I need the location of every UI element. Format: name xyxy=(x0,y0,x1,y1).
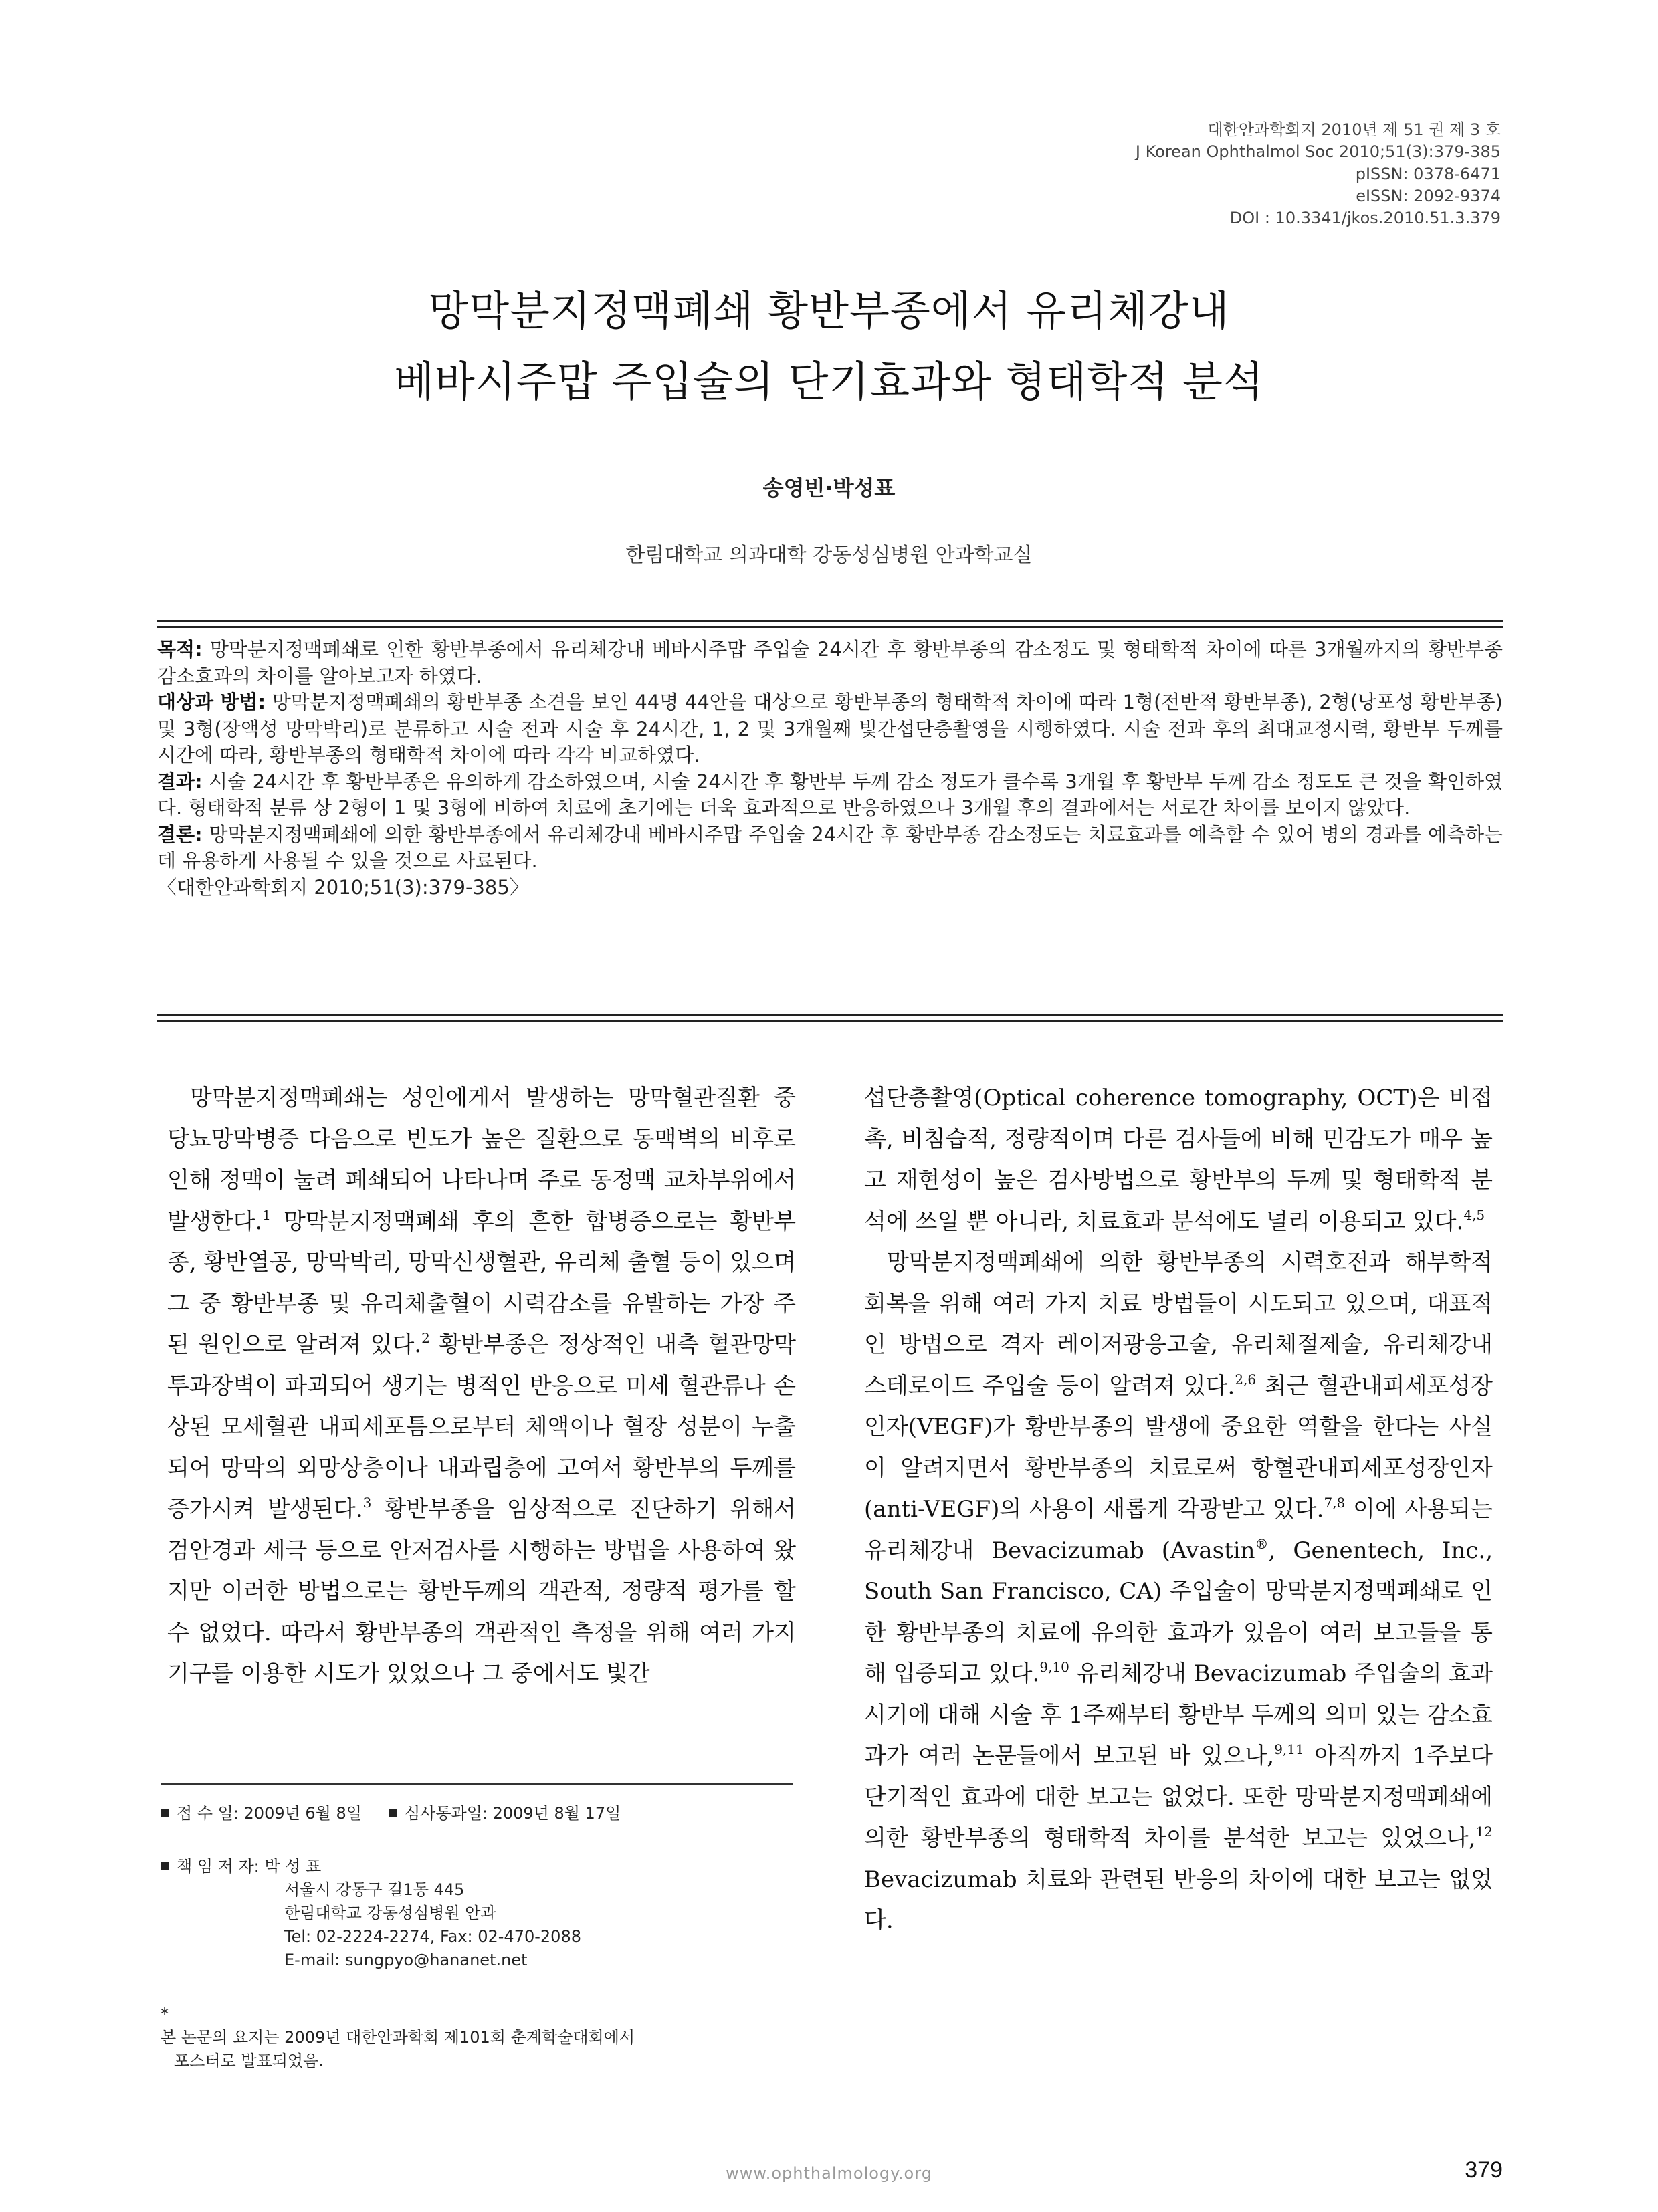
purpose-text: 망막분지정맥폐쇄로 인한 황반부종에서 유리체강내 베바시주맙 주입술 24시간 후 황반부종의 감소정도 및 형태학적 차이에 따른 3개월까지의 황반부종 감소효과의 차이를 알아보고자 하였다. xyxy=(157,638,1503,687)
affiliation: 한림대학교 의과대학 강동성심병원 안과학교실 xyxy=(625,544,1033,567)
abstract-results xyxy=(157,769,1503,822)
methods-label: 대상과 방법: xyxy=(157,691,266,713)
conclusion-text: 망막분지정맥폐쇄에 의한 황반부종에서 유리체강내 베바시주맙 주입술 24시간 후 황반부종 감소정도는 치료효과를 예측할 수 있어 병의 경과를 예측하는데 유용하게 사용될 수 있을 것으로 사료된다. xyxy=(157,822,1503,872)
contact-email: E-mail: sungpyo@hananet.net xyxy=(284,1951,528,1969)
registered-mark: ® xyxy=(1255,1535,1269,1552)
citation-ref: 9,11 xyxy=(1274,1741,1304,1757)
poster-line-1: * 본 논문의 요지는 2009년 대한안과학회 제101회 춘계학술대회에서 xyxy=(161,2003,793,2050)
intro-paragraph-1: 망막분지정맥폐쇄는 성인에게서 발생하는 망막혈관질환 중 당뇨망막병증 다음으로 빈도가 높은 질환으로 동맥벽의 비후로 인해 정맥이 눌려 폐쇄되어 나타나며 주로 동정맥 교차부위에서 발생한다.$^1$ 망막분지정맥폐쇄 후의 흔한 합병증으로는 황반부종, 황반열공, 망막박리, 망막신생혈관, 유리체 출혈 등이 있으며 그 중 황반부종 및 유리체출혈이 시력감소를 유발하는 가장 주된 원인으로 알려져 있다.$^2$ 황반부종은 정상적인 내측 혈관망막투과장벽이 파괴되어 생기는 병적인 반응으로 미세 혈관류나 손상된 모세혈관 내피세포틈으로부터 체액이나 혈장 성분이 누출되어 망막의 외망상층이나 내과립층에 고여서 황반부의 두께를 증가시켜 발생된다.$^3$ 황반부종을 임상적으로 진단하기 위해서 검안경과 세극 등으로 안저검사를 시행하는 방법을 사용하여 왔지만 이러한 방법으로는 황반두께의 객관적, 정량적 평가를 할 수 없었다. 따라서 황반부종의 객관적인 측정을 위해 여러 가지 기구를 이용한 시도가 있었으나 그 중에서도 빛간 xyxy=(167,1085,797,1687)
contact-address: 서울시 강동구 길1동 445 xyxy=(284,1880,465,1899)
abstract-rule-bottom xyxy=(157,1014,1503,1016)
contact-block xyxy=(284,1878,581,1972)
abstract-purpose xyxy=(157,637,1503,689)
citation-ref: 2 xyxy=(421,1330,430,1346)
footnote-corresponding xyxy=(161,1855,321,1878)
journal-citation-en: J Korean Ophthalmol Soc 2010;51(3):379-385 xyxy=(1135,142,1501,161)
citation-ref: 4,5 xyxy=(1463,1206,1485,1223)
abstract-rule-top xyxy=(157,620,1503,622)
footer-url: www.ophthalmology.org xyxy=(726,2164,932,2183)
results-label: 결과: xyxy=(157,770,203,793)
citation-ref: 9,10 xyxy=(1039,1659,1069,1675)
citation-ref: 3 xyxy=(362,1495,372,1511)
citation-ref: 7,8 xyxy=(1324,1495,1346,1511)
title-line-2: 베바시주맙 주입술의 단기효과와 형태학적 분석 xyxy=(394,357,1264,406)
journal-header xyxy=(899,119,1501,229)
abstract-rule-bottom-inner xyxy=(157,1020,1503,1022)
body-column-left xyxy=(167,1078,796,1695)
abstract-methods xyxy=(157,689,1503,769)
abstract-conclusion xyxy=(157,822,1503,875)
paper-title xyxy=(0,275,1658,417)
bullet-square-icon xyxy=(161,1809,169,1817)
eissn: eISSN: 2092-9374 xyxy=(1356,187,1501,205)
abstract-citation: 〈대한안과학회지 2010;51(3):379-385〉 xyxy=(157,875,529,899)
journal-issue-ko: 대한안과학회지 2010년 제 51 권 제 3 호 xyxy=(1207,120,1501,139)
footnote-dates xyxy=(161,1802,621,1826)
contact-hospital: 한림대학교 강동성심병원 안과 xyxy=(284,1904,496,1922)
citation-ref: 1 xyxy=(262,1206,271,1223)
conclusion-label: 결론: xyxy=(157,822,203,846)
poster-line-2: 포스터로 발표되었음. xyxy=(174,2052,324,2070)
page-number: 379 xyxy=(1465,2157,1503,2183)
doi: DOI : 10.3341/jkos.2010.51.3.379 xyxy=(1229,209,1501,227)
authors: 송영빈·박성표 xyxy=(762,475,896,501)
contact-phone: Tel: 02-2224-2274, Fax: 02-470-2088 xyxy=(284,1927,581,1946)
intro-paragraph-2: 망막분지정맥폐쇄에 의한 황반부종의 시력호전과 해부학적 회복을 위해 여러 가지 치료 방법들이 시도되고 있으며, 대표적인 방법으로 격자 레이저광응고술, 유리체절제술, 유리체강내 스테로이드 주입술 등이 알려져 있다.$^{2,6}$ 최근 혈관내피세포성장인자(VEGF)가 황반부종의 발생에 중요한 역할을 한다는 사실이 알려지면서 황반부종의 치료로써 항혈관내피세포성장인자(anti-VEGF)의 사용이 새롭게 각광받고 있다.$^{7,8}$ 이에 사용되는 유리체강내 Bevacizumab (Avastin®, Genentech, Inc., South San Francisco, CA) 주입술이 망막분지정맥폐쇄로 인한 황반부종의 치료에 유의한 효과가 있음이 여러 보고들을 통해 입증되고 있다.$^{9,10}$ 유리체강내 Bevacizumab 주입술의 효과시기에 대해 시술 후 1주째부터 황반부 두께의 의미 있는 감소효과가 여러 논문들에서 보고된 바 있으나,$^{9,11}$ 아직까지 1주보다 단기적인 효과에 대한 보고는 없었다. 또한 망막분지정맥폐쇄에 의한 황반부종의 형태학적 차이를 분석한 보고는 있었으나,$^{12}$ Bevacizumab 치료와 관련된 반응의 차이에 대한 보고는 없었다. xyxy=(864,1249,1493,1934)
abstract xyxy=(157,637,1503,901)
purpose-label: 목적: xyxy=(157,638,203,661)
bullet-square-icon xyxy=(161,1862,169,1870)
citation-ref: 2,6 xyxy=(1235,1371,1257,1388)
abstract-rule-top-inner xyxy=(157,626,1503,628)
bullet-square-icon xyxy=(389,1809,397,1817)
accepted-date: 심사통과일: 2009년 8월 17일 xyxy=(404,1804,621,1823)
body-column-right xyxy=(864,1078,1493,1942)
poster-note xyxy=(161,2003,793,2073)
title-line-1: 망막분지정맥폐쇄 황반부종에서 유리체강내 xyxy=(428,286,1230,335)
methods-text: 망막분지정맥폐쇄의 황반부종 소견을 보인 44명 44안을 대상으로 황반부종의 형태학적 차이에 따라 1형(전반적 황반부종), 2형(낭포성 황반부종) 및 3형(장액성 망막박리)로 분류하고 시술 전과 시술 후 24시간, 1, 2 및 3개월째 빛간섭단층촬영을 시행하였다. 시술 전과 후의 최대교정시력, 황반부 두께를 시간에 따라, 황반부종의 형태학적 차이에 따라 각각 비교하였다. xyxy=(157,691,1503,766)
asterisk: * xyxy=(161,2005,169,2023)
results-text: 시술 24시간 후 황반부종은 유의하게 감소하였으며, 시술 24시간 후 황반부 두께 감소 정도가 클수록 3개월 후 황반부 두께 감소 정도도 큰 것을 확인하였다. 형태학적 분류 상 2형이 1 및 3형에 비하여 치료에 초기에는 더욱 효과적으로 반응하였으나 3개월 후의 결과에서는 서로간 차이를 보이지 않았다. xyxy=(157,770,1503,819)
intro-paragraph-1-cont: 섭단층촬영(Optical coherence tomography, OCT)은 비접촉, 비침습적, 정량적이며 다른 검사들에 비해 민감도가 매우 높고 재현성이 높은 검사방법으로 황반부의 두께 및 형태학적 분석에 쓰일 뿐 아니라, 치료효과 분석에도 널리 이용되고 있다.$^{4,5}$ xyxy=(864,1085,1493,1235)
pissn: pISSN: 0378-6471 xyxy=(1355,164,1501,183)
citation-ref: 12 xyxy=(1475,1823,1493,1840)
footnote-divider xyxy=(161,1783,793,1785)
received-date: 접 수 일: 2009년 6월 8일 xyxy=(177,1804,362,1823)
corresponding-author: 책 임 저 자: 박 성 표 xyxy=(177,1857,322,1876)
